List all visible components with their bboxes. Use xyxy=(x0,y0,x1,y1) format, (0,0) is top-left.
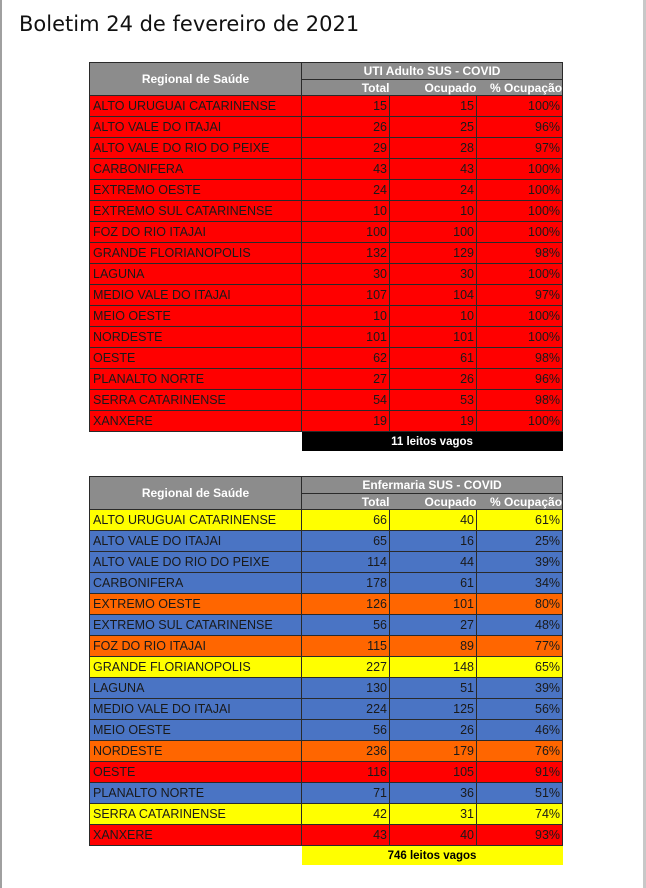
total-value: 42 xyxy=(302,804,390,825)
enf-region-header: Regional de Saúde xyxy=(90,477,302,510)
ocupado-value: 100 xyxy=(390,222,477,243)
table-row xyxy=(90,327,563,348)
region-name: NORDESTE xyxy=(90,327,302,348)
region-name: XANXERE xyxy=(90,825,302,846)
pct-value: 100% xyxy=(477,201,563,222)
total-value: 71 xyxy=(302,783,390,804)
uti-table xyxy=(89,62,563,451)
ocupado-value: 10 xyxy=(390,201,477,222)
region-name: FOZ DO RIO ITAJAI xyxy=(90,222,302,243)
uti-footer-spacer xyxy=(90,432,302,452)
region-name: ALTO VALE DO RIO DO PEIXE xyxy=(90,138,302,159)
region-name: LAGUNA xyxy=(90,678,302,699)
pct-value: 76% xyxy=(477,741,563,762)
pct-value: 74% xyxy=(477,804,563,825)
ocupado-value: 36 xyxy=(390,783,477,804)
total-value: 27 xyxy=(302,369,390,390)
uti-region-header: Regional de Saúde xyxy=(90,63,302,96)
enf-footer-spacer xyxy=(90,846,302,866)
table-row xyxy=(90,510,563,531)
ocupado-value: 43 xyxy=(390,159,477,180)
total-value: 115 xyxy=(302,636,390,657)
pct-value: 51% xyxy=(477,783,563,804)
table-row xyxy=(90,825,563,846)
region-name: ALTO VALE DO RIO DO PEIXE xyxy=(90,552,302,573)
total-value: 43 xyxy=(302,159,390,180)
pct-value: 93% xyxy=(477,825,563,846)
table-row xyxy=(90,552,563,573)
table-row xyxy=(90,594,563,615)
ocupado-value: 27 xyxy=(390,615,477,636)
uti-col-ocupado: Ocupado xyxy=(390,80,477,96)
enf-group-header: Enfermaria SUS - COVID xyxy=(302,477,563,494)
total-value: 132 xyxy=(302,243,390,264)
table-row xyxy=(90,222,563,243)
ocupado-value: 16 xyxy=(390,531,477,552)
total-value: 43 xyxy=(302,825,390,846)
ocupado-value: 19 xyxy=(390,411,477,432)
ocupado-value: 26 xyxy=(390,720,477,741)
ocupado-value: 28 xyxy=(390,138,477,159)
table-row xyxy=(90,201,563,222)
region-name: ALTO URUGUAI CATARINENSE xyxy=(90,96,302,117)
region-name: OESTE xyxy=(90,762,302,783)
total-value: 56 xyxy=(302,720,390,741)
ocupado-value: 61 xyxy=(390,573,477,594)
region-name: MEDIO VALE DO ITAJAI xyxy=(90,285,302,306)
pct-value: 100% xyxy=(477,180,563,201)
total-value: 62 xyxy=(302,348,390,369)
enf-col-total: Total xyxy=(302,494,390,510)
ocupado-value: 40 xyxy=(390,510,477,531)
table-row xyxy=(90,699,563,720)
pct-value: 61% xyxy=(477,510,563,531)
total-value: 24 xyxy=(302,180,390,201)
region-name: EXTREMO OESTE xyxy=(90,594,302,615)
table-row xyxy=(90,138,563,159)
page-left-border xyxy=(0,0,2,888)
enf-vacant-beds: 746 leitos vagos xyxy=(302,846,563,866)
pct-value: 39% xyxy=(477,552,563,573)
region-name: OESTE xyxy=(90,348,302,369)
pct-value: 25% xyxy=(477,531,563,552)
table-row xyxy=(90,285,563,306)
region-name: ALTO VALE DO ITAJAI xyxy=(90,531,302,552)
region-name: LAGUNA xyxy=(90,264,302,285)
table-row xyxy=(90,531,563,552)
table-row xyxy=(90,804,563,825)
region-name: ALTO URUGUAI CATARINENSE xyxy=(90,510,302,531)
total-value: 19 xyxy=(302,411,390,432)
pct-value: 39% xyxy=(477,678,563,699)
ocupado-value: 24 xyxy=(390,180,477,201)
pct-value: 46% xyxy=(477,720,563,741)
total-value: 101 xyxy=(302,327,390,348)
table-row xyxy=(90,264,563,285)
ocupado-value: 105 xyxy=(390,762,477,783)
uti-table-body xyxy=(90,96,563,432)
region-name: GRANDE FLORIANOPOLIS xyxy=(90,657,302,678)
total-value: 178 xyxy=(302,573,390,594)
region-name: MEIO OESTE xyxy=(90,720,302,741)
table-row xyxy=(90,678,563,699)
ocupado-value: 15 xyxy=(390,96,477,117)
uti-group-header: UTI Adulto SUS - COVID xyxy=(302,63,563,80)
ocupado-value: 104 xyxy=(390,285,477,306)
total-value: 236 xyxy=(302,741,390,762)
region-name: SERRA CATARINENSE xyxy=(90,804,302,825)
table-row xyxy=(90,411,563,432)
region-name: PLANALTO NORTE xyxy=(90,783,302,804)
table-row xyxy=(90,117,563,138)
region-name: NORDESTE xyxy=(90,741,302,762)
pct-value: 100% xyxy=(477,159,563,180)
region-name: SERRA CATARINENSE xyxy=(90,390,302,411)
pct-value: 100% xyxy=(477,264,563,285)
table-row xyxy=(90,306,563,327)
region-name: EXTREMO OESTE xyxy=(90,180,302,201)
ocupado-value: 101 xyxy=(390,327,477,348)
pct-value: 48% xyxy=(477,615,563,636)
table-row xyxy=(90,741,563,762)
table-row xyxy=(90,573,563,594)
ocupado-value: 148 xyxy=(390,657,477,678)
total-value: 116 xyxy=(302,762,390,783)
region-name: GRANDE FLORIANOPOLIS xyxy=(90,243,302,264)
table-row xyxy=(90,636,563,657)
total-value: 65 xyxy=(302,531,390,552)
region-name: XANXERE xyxy=(90,411,302,432)
total-value: 30 xyxy=(302,264,390,285)
pct-value: 98% xyxy=(477,243,563,264)
total-value: 26 xyxy=(302,117,390,138)
ocupado-value: 30 xyxy=(390,264,477,285)
region-name: MEDIO VALE DO ITAJAI xyxy=(90,699,302,720)
uti-col-pct: % Ocupação xyxy=(477,80,563,96)
pct-value: 98% xyxy=(477,390,563,411)
pct-value: 100% xyxy=(477,411,563,432)
table-row xyxy=(90,390,563,411)
table-row xyxy=(90,243,563,264)
ocupado-value: 26 xyxy=(390,369,477,390)
region-name: MEIO OESTE xyxy=(90,306,302,327)
pct-value: 96% xyxy=(477,117,563,138)
ocupado-value: 61 xyxy=(390,348,477,369)
total-value: 66 xyxy=(302,510,390,531)
ocupado-value: 101 xyxy=(390,594,477,615)
ocupado-value: 51 xyxy=(390,678,477,699)
pct-value: 77% xyxy=(477,636,563,657)
table-row xyxy=(90,783,563,804)
ocupado-value: 25 xyxy=(390,117,477,138)
pct-value: 34% xyxy=(477,573,563,594)
total-value: 54 xyxy=(302,390,390,411)
total-value: 10 xyxy=(302,306,390,327)
region-name: EXTREMO SUL CATARINENSE xyxy=(90,201,302,222)
total-value: 56 xyxy=(302,615,390,636)
table-row xyxy=(90,159,563,180)
total-value: 130 xyxy=(302,678,390,699)
ocupado-value: 53 xyxy=(390,390,477,411)
table-row xyxy=(90,180,563,201)
pct-value: 91% xyxy=(477,762,563,783)
uti-col-total: Total xyxy=(302,80,390,96)
ocupado-value: 40 xyxy=(390,825,477,846)
enf-table-body xyxy=(90,510,563,846)
region-name: FOZ DO RIO ITAJAI xyxy=(90,636,302,657)
enf-col-ocupado: Ocupado xyxy=(390,494,477,510)
pct-value: 98% xyxy=(477,348,563,369)
region-name: PLANALTO NORTE xyxy=(90,369,302,390)
table-row xyxy=(90,96,563,117)
total-value: 224 xyxy=(302,699,390,720)
ocupado-value: 129 xyxy=(390,243,477,264)
enf-col-pct: % Ocupação xyxy=(477,494,563,510)
pct-value: 100% xyxy=(477,222,563,243)
ocupado-value: 125 xyxy=(390,699,477,720)
ocupado-value: 44 xyxy=(390,552,477,573)
total-value: 10 xyxy=(302,201,390,222)
total-value: 15 xyxy=(302,96,390,117)
table-row xyxy=(90,369,563,390)
enfermaria-table xyxy=(89,476,563,865)
total-value: 227 xyxy=(302,657,390,678)
total-value: 107 xyxy=(302,285,390,306)
ocupado-value: 179 xyxy=(390,741,477,762)
region-name: ALTO VALE DO ITAJAI xyxy=(90,117,302,138)
pct-value: 80% xyxy=(477,594,563,615)
total-value: 114 xyxy=(302,552,390,573)
total-value: 100 xyxy=(302,222,390,243)
pct-value: 97% xyxy=(477,285,563,306)
pct-value: 97% xyxy=(477,138,563,159)
pct-value: 100% xyxy=(477,96,563,117)
pct-value: 96% xyxy=(477,369,563,390)
total-value: 126 xyxy=(302,594,390,615)
pct-value: 100% xyxy=(477,327,563,348)
table-row xyxy=(90,657,563,678)
ocupado-value: 10 xyxy=(390,306,477,327)
table-row xyxy=(90,720,563,741)
pct-value: 100% xyxy=(477,306,563,327)
region-name: CARBONIFERA xyxy=(90,573,302,594)
table-row xyxy=(90,762,563,783)
uti-vacant-beds: 11 leitos vagos xyxy=(302,432,563,452)
page-title: Boletim 24 de fevereiro de 2021 xyxy=(19,12,360,36)
ocupado-value: 31 xyxy=(390,804,477,825)
pct-value: 65% xyxy=(477,657,563,678)
table-row xyxy=(90,348,563,369)
ocupado-value: 89 xyxy=(390,636,477,657)
total-value: 29 xyxy=(302,138,390,159)
table-row xyxy=(90,615,563,636)
pct-value: 56% xyxy=(477,699,563,720)
region-name: EXTREMO SUL CATARINENSE xyxy=(90,615,302,636)
region-name: CARBONIFERA xyxy=(90,159,302,180)
